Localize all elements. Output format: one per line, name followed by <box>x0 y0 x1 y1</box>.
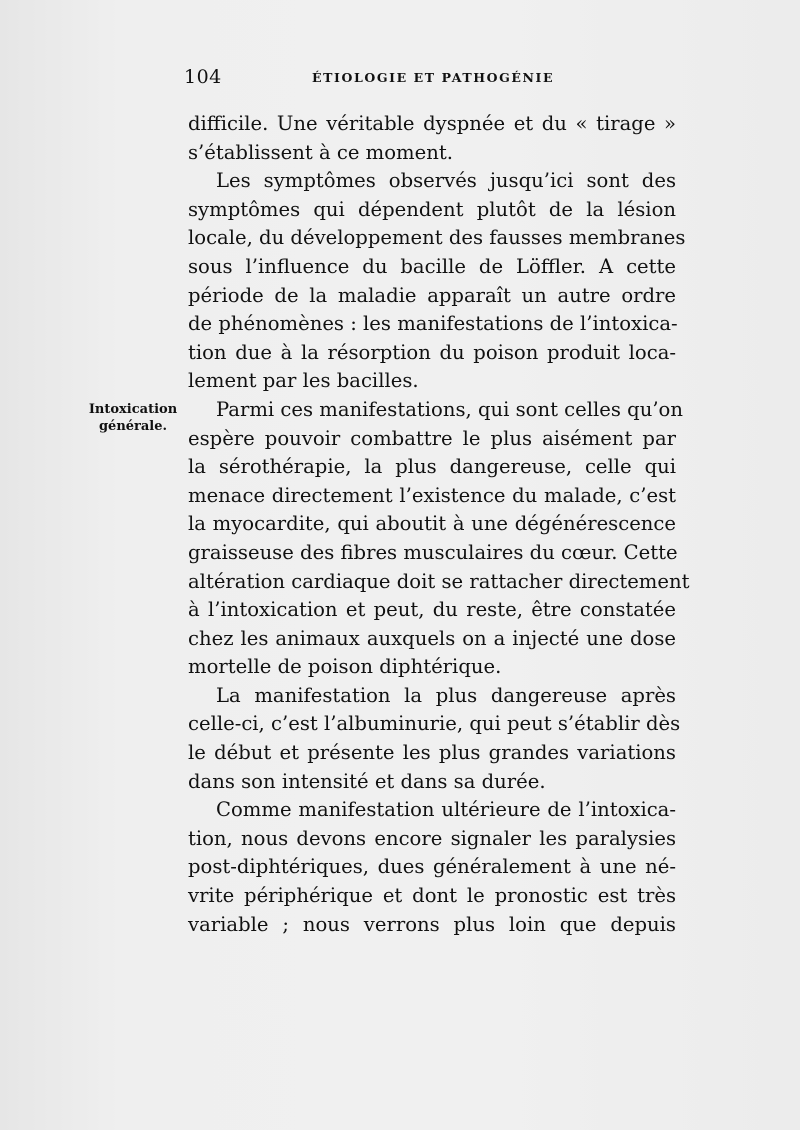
text-line: graisseuse des fibres musculaires du cœur. Cette <box>188 540 678 564</box>
text-line: chez les animaux auxquels on a injecté une dose <box>188 626 676 650</box>
marginal-note-line: générale. <box>98 419 168 434</box>
text-line: la myocardite, qui aboutit à une dégénérescence <box>188 512 676 536</box>
text-line: locale, du développement des fausses membranes <box>188 226 686 250</box>
text-line: celle-ci, c’est l’albuminurie, qui peut s’établir dès <box>188 712 681 736</box>
text-line: mortelle de poison diphtérique. <box>188 655 502 679</box>
body-text <box>188 110 690 939</box>
text-line: espère pouvoir combattre le plus aisément par <box>188 426 676 450</box>
marginal-note-line: Intoxication <box>88 402 178 417</box>
text-line: la sérothérapie, la plus dangereuse, celle qui <box>188 455 676 479</box>
running-head: ÉTIOLOGIE ET PATHOGÉNIE <box>312 70 555 85</box>
text-line: Parmi ces manifestations, qui sont celles qu’on <box>216 397 683 421</box>
text-line: vrite périphérique et dont le pronostic est très <box>188 884 676 908</box>
text-line: altération cardiaque doit se rattacher directement <box>188 569 690 593</box>
text-line: variable ; nous verrons plus loin que depuis <box>188 912 676 936</box>
text-line: difficile. Une véritable dyspnée et du « tirage » <box>188 112 676 135</box>
text-line: dans son intensité et dans sa durée. <box>188 769 546 793</box>
text-line: de phénomènes : les manifestations de l’intoxica- <box>188 312 678 336</box>
text-line: période de la maladie apparaît un autre ordre <box>188 283 676 307</box>
text-line: Comme manifestation ultérieure de l’intoxica- <box>216 798 676 822</box>
text-line: post-diphtériques, dues généralement à une né- <box>188 855 676 879</box>
text-line: menace directement l’existence du malade, c’est <box>188 483 676 507</box>
text-line: Les symptômes observés jusqu’ici sont des <box>216 169 676 193</box>
text-line: symptômes qui dépendent plutôt de la lésion <box>188 197 676 221</box>
text-line: s’établissent à ce moment. <box>188 140 453 164</box>
text-line: lement par les bacilles. <box>188 369 419 393</box>
page-number: 104 <box>184 66 222 88</box>
text-line: La manifestation la plus dangereuse après <box>216 683 676 707</box>
text-line: tion, nous devons encore signaler les paralysies <box>188 826 676 850</box>
text-line: tion due à la résorption du poison produit loca- <box>188 340 676 364</box>
text-line: sous l’influence du bacille de Löffler. A cette <box>188 254 676 278</box>
text-line: à l’intoxication et peut, du reste, être constatée <box>188 598 676 622</box>
text-line: le début et présente les plus grandes variations <box>188 741 676 765</box>
marginal-note <box>88 401 178 435</box>
